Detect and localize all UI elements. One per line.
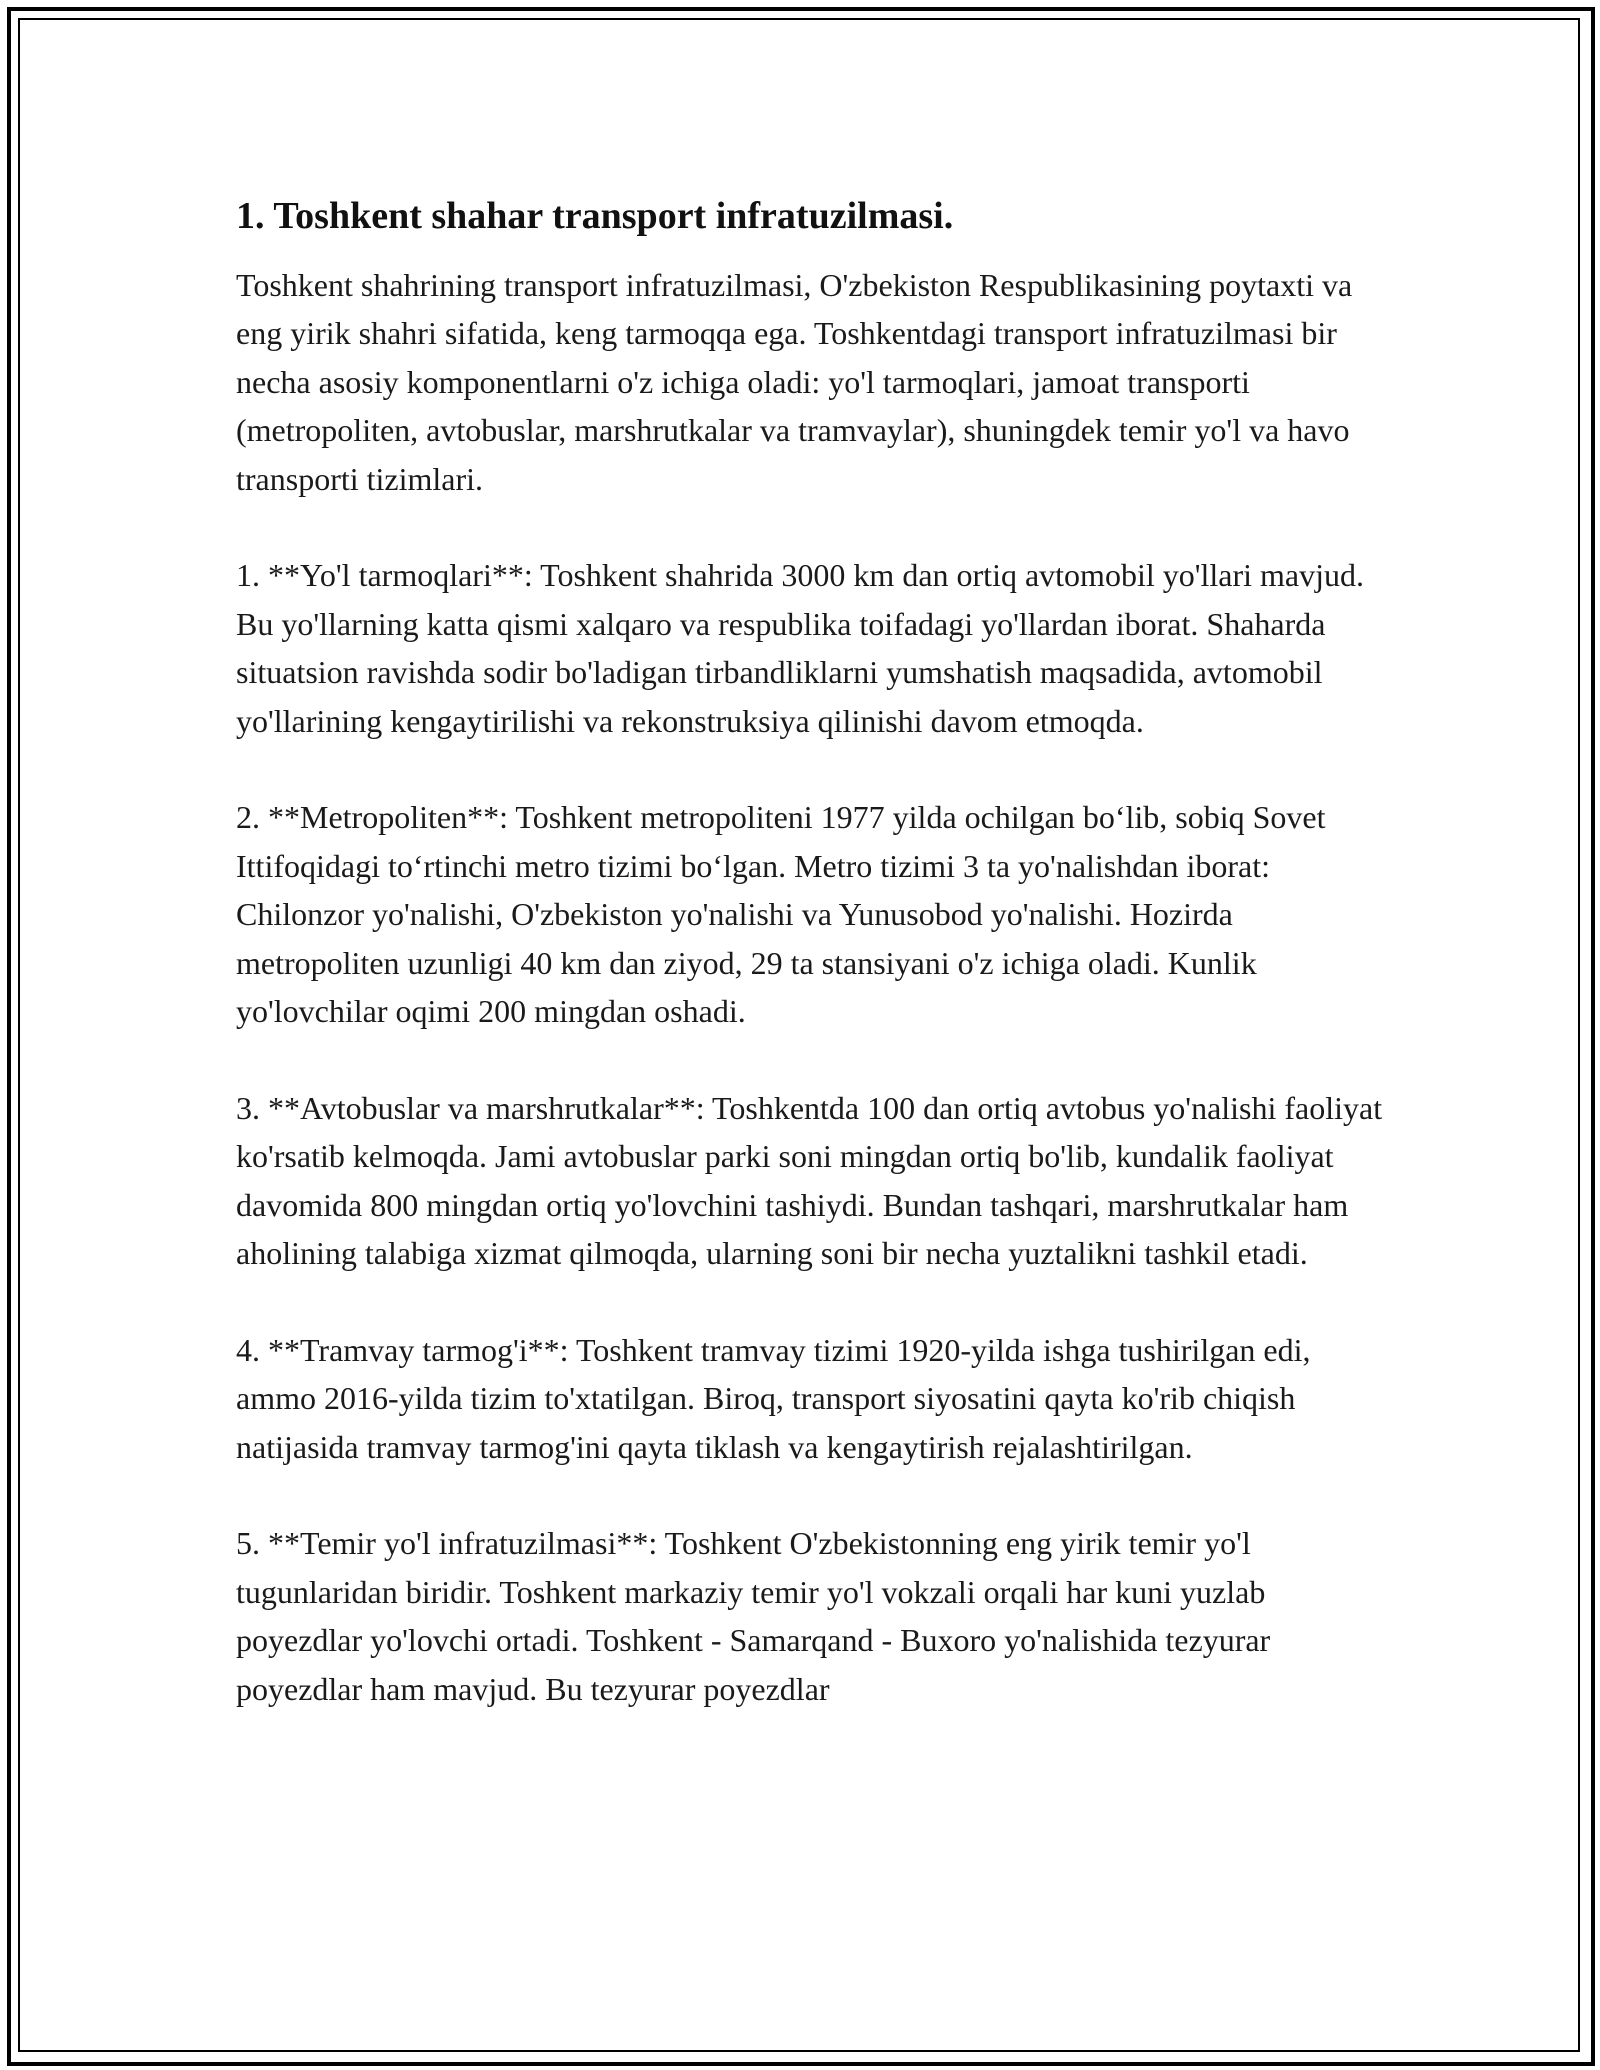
document-title: 1. Toshkent shahar transport infratuzilmasi. [236, 195, 954, 237]
roads-paragraph: 1. **Yo'l tarmoqlari**: Toshkent shahrida 3000 km dan ortiq avtomobil yo'llari mavjud. Bu yo'llarning katta qismi xalqaro va respublika toifadagi yo'llardan iborat. Shaharda situatsion ravishda sodir bo'ladigan tirbandliklarni yumshatish maqsadida, avtomobil yo'llarining kengaytirilishi va rekonstruksiya qilinishi davom etmoqda. [236, 557, 1364, 739]
railway-paragraph: 5. **Temir yo'l infratuzilmasi**: Toshkent O'zbekistonning eng yirik temir yo'l tugunlaridan biridir. Toshkent markaziy temir yo'l vokzali orqali har kuni yuzlab poyezdlar yo'lovchi ortadi. Toshkent - Samarqand - Buxoro yo'nalishida tezyurar poyezdlar ham mavjud. Bu tezyurar poyezdlar [236, 1525, 1271, 1707]
tram-paragraph: 4. **Tramvay tarmog'i**: Toshkent tramvay tizimi 1920-yilda ishga tushirilgan edi, ammo 2016-yilda tizim to'xtatilgan. Biroq, transport siyosatini qayta ko'rib chiqish natijasida tramvay tarmog'ini qayta tiklash va kengaytirish rejalashtirilgan. [236, 1331, 1311, 1465]
buses-paragraph: 3. **Avtobuslar va marshrutkalar**: Toshkentda 100 dan ortiq avtobus yo'nalishi faoliyat ko'rsatib kelmoqda. Jami avtobuslar parki soni mingdan ortiq bo'lib, kundalik faoliyat davomida 800 mingdan ortiq yo'lovchini tashiydi. Bundan tashqari, marshrutkalar ham aholining talabiga xizmat qilmoqda, ularning soni bir necha yuztalikni tashkil etadi. [236, 1089, 1383, 1272]
intro-paragraph: Toshkent shahrining transport infratuzilmasi, O'zbekiston Respublikasining poytaxti va eng yirik shahri sifatida, keng tarmoqqa ega. Toshkentdagi transport infratuzilmasi bir necha asosiy komponentlarni o'z ichiga oladi: yo'l tarmoqlari, jamoat transporti (metropoliten, avtobuslar, marshrutkalar va tramvaylar), shuningdek temir yo'l va havo transporti tizimlari. [236, 267, 1353, 497]
document-body [236, 190, 1386, 1762]
metro-paragraph: 2. **Metropoliten**: Toshkent metropoliteni 1977 yilda ochilgan bo‘lib, sobiq Sovet Ittifoqidagi to‘rtinchi metro tizimi bo‘lgan. Metro tizimi 3 ta yo'nalishdan iborat: Chilonzor yo'nalishi, O'zbekiston yo'nalishi va Yunusobod yo'nalishi. Hozirda metropoliten uzunligi 40 km dan ziyod, 29 ta stansiyani o'z ichiga oladi. Kunlik yo'lovchilar oqimi 200 mingdan oshadi. [236, 799, 1326, 1030]
